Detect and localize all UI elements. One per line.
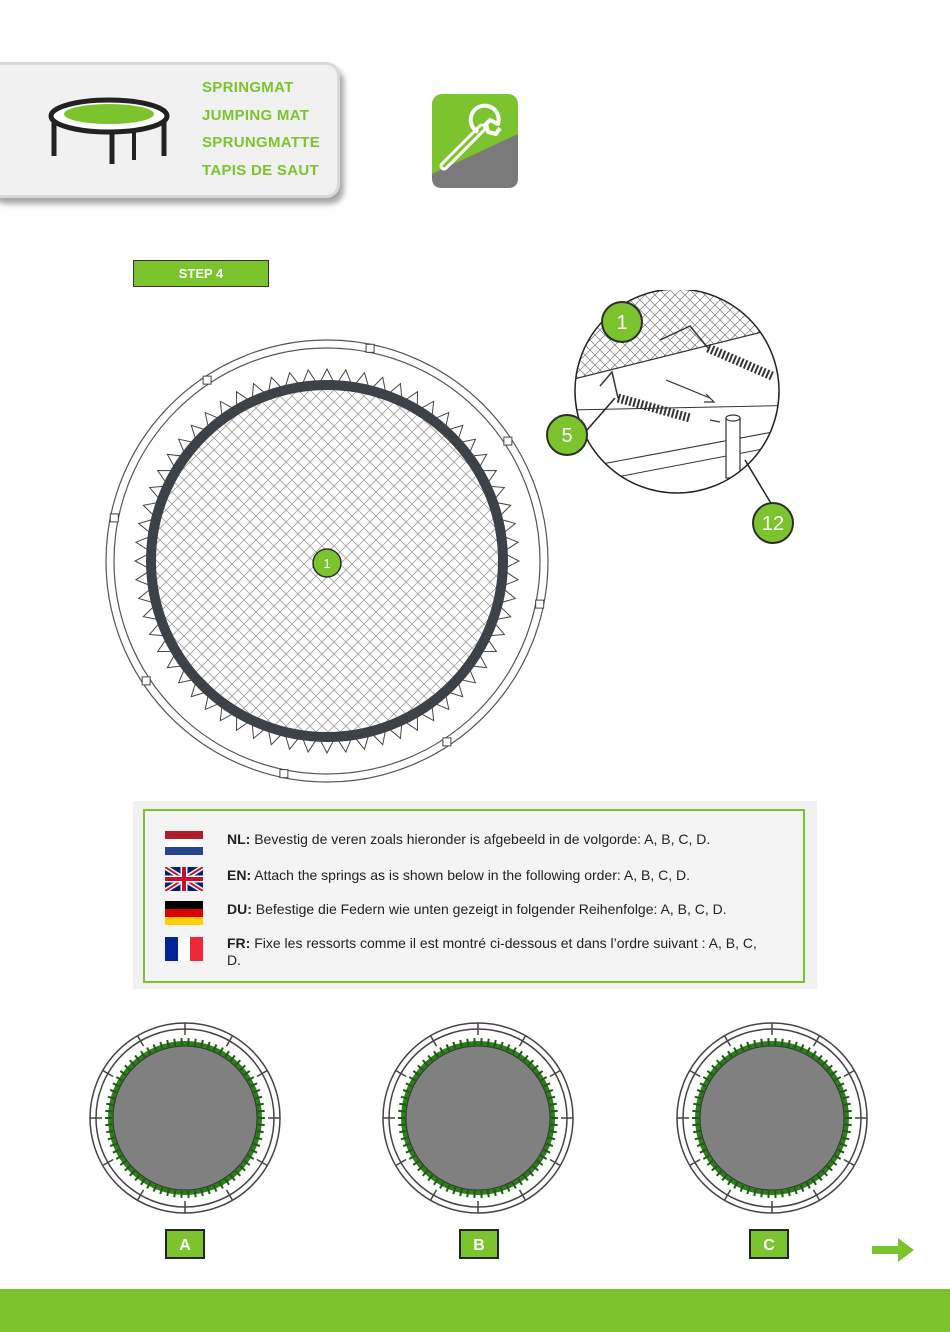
sequence-trampoline-c: [674, 1020, 870, 1216]
uk-flag-icon: [165, 867, 203, 891]
part-name-en: JUMPING MAT: [202, 106, 310, 124]
sequence-label-b: B: [459, 1229, 499, 1259]
sequence-label-a: A: [165, 1229, 205, 1259]
instruction-text-en: EN: Attach the springs as is shown below in the following order: A, B, C, D.: [227, 867, 691, 883]
sequence-label-c: C: [749, 1229, 789, 1259]
sequence-trampoline-b: [380, 1020, 576, 1216]
part-name-de: SPRUNGMATTE: [202, 134, 321, 151]
germany-flag-icon: [165, 901, 203, 925]
instructions-box: [143, 809, 805, 983]
instructions-panel: [133, 801, 817, 989]
netherlands-flag-icon: [165, 831, 203, 855]
instruction-text-nl: NL: Bevestig de veren zoals hieronder is afgebeeld in de volgorde: A, B, C, D.: [227, 831, 711, 847]
spring-detail-inset: [540, 290, 810, 550]
callout-label-1: 1: [616, 312, 628, 334]
wrench-icon: [432, 94, 520, 195]
part-name-nl: SPRINGMAT: [202, 79, 294, 96]
trampoline-icon: [44, 94, 174, 171]
instruction-text-fr: FR: Fixe les ressorts comme il est montré ci-dessous et dans l’ordre suivant : A, B, C, D.: [227, 935, 757, 968]
callout-label-12: 12: [761, 513, 785, 535]
sequence-trampoline-a: [87, 1020, 283, 1216]
part-number-label: 1: [323, 556, 331, 571]
next-page-arrow-icon[interactable]: [872, 1238, 914, 1262]
footer-bar: [0, 1289, 950, 1332]
callout-label-5: 5: [561, 425, 573, 447]
part-names-list: [202, 78, 320, 188]
step-label: STEP 4: [133, 260, 269, 287]
part-name-fr: TAPIS DE SAUT: [202, 161, 319, 179]
trampoline-top-view: [100, 330, 560, 790]
instruction-text-du: DU: Befestige die Federn wie unten gezeigt in folgender Reihenfolge: A, B, C, D.: [227, 901, 727, 917]
france-flag-icon: [165, 937, 203, 961]
